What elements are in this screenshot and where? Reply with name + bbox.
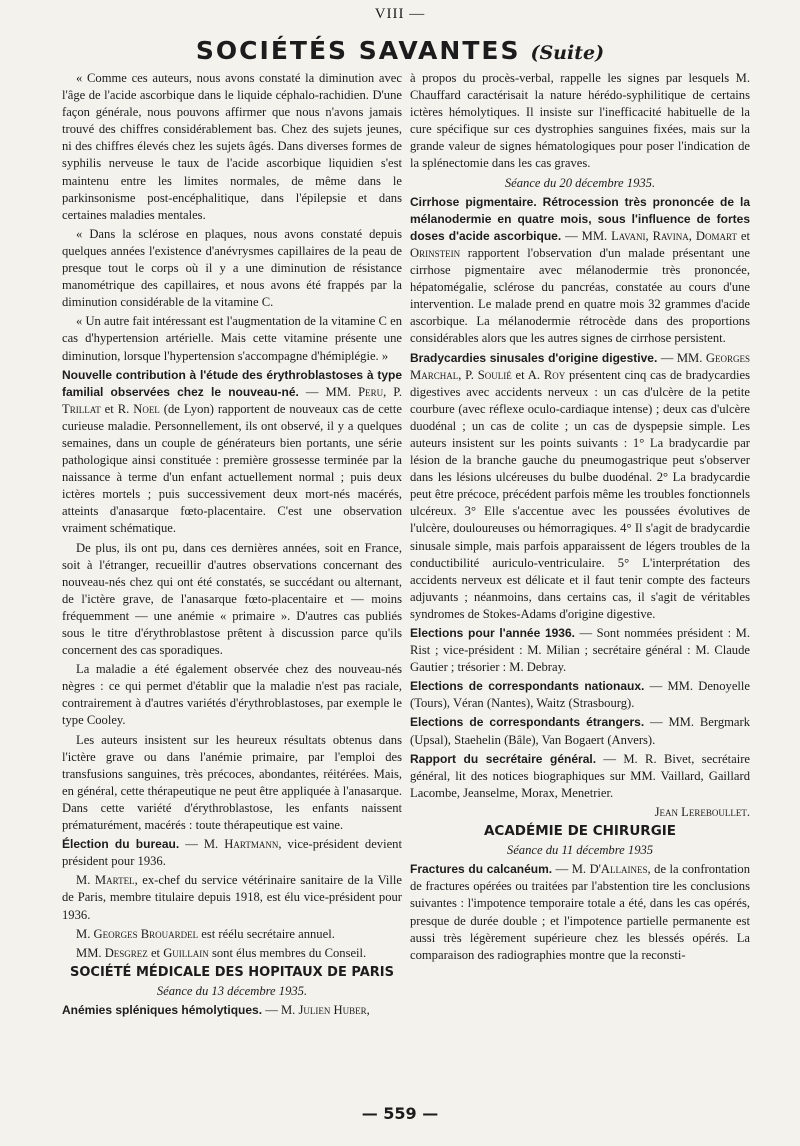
page-roman-numeral: VIII — — [374, 6, 426, 22]
paragraph: « Comme ces auteurs, nous avons constaté la diminution avec l'âge de l'acide ascorbique dans le liquide céphalo-rachidien. D'une façon générale, nous pouvons affirmer que nous n'avons jamais trouvé des chiffres considérablement bas. Chez des sujets jeunes, ni des chiffres élevés chez les sujets âgés. Dans diverses formes de syphilis nerveuse le taux de l'acide ascorbique liquidien s'est maintenu entre les limites normales, de même dans le parkinsonisme post-encéphalitique, dans l'épilepsie et dans certaines maladies mentales. — [62, 71, 402, 222]
article-entry: Nouvelle contribution à l'étude des érythroblastoses à type familial observées chez le nouveau-né. — MM. Peru, P. Trillat et R. Noel (de Lyon) rapportent de nouveaux cas de cette curieuse maladie. Personnellement, ils ont observé, il y a quelques semaines, dans un couple de générateurs bien portants, une série pathologique ainsi constituée : première grossesse terminée par la naissance à terme d'un enfant actuellement normal ; puis deux ictères mortels ; puis successivement deux mort-nés macérés, atteints d'anasarque fœto-placentaire. C'est une observation vraiment schématique. — [62, 367, 402, 536]
article-title: Fractures du calcanéum. — [410, 862, 553, 877]
article-title: Élection du bureau. — [62, 837, 180, 852]
paragraph: MM. Desgrez et Guillain sont élus membres du Conseil. — [76, 945, 367, 960]
author-name: Hartmann — [224, 837, 279, 852]
article-title: Elections de correspondants étrangers. — [410, 715, 645, 730]
article-title: Elections pour l'année 1936. — [410, 626, 575, 640]
academy-heading: ACADÉMIE DE CHIRURGIE — [483, 823, 677, 840]
article-entry: Elections de correspondants étrangers. — MM. Bergmark (Upsal), Staehelin (Bâle), Van Bogaert (Anvers). — [410, 715, 750, 747]
article-title: Nouvelle contribution à l'étude des érythroblastoses à type familial observées chez le nouveau-né. — [62, 367, 402, 399]
article-entry: Cirrhose pigmentaire. Rétrocession très prononcée de la mélanodermie en quatre mois, sous l'influence de fortes doses d'acide ascorbique. — MM. Lavani, Ravina, Domart et Orinstein rapportent l'observation d'un malade présentant une cirrhose pigmentaire avec mélanodermie très prononcée, hépatomégalie, sclérose du pancréas, constatée au cours d'une intervention. Le malade prend en quatre mois 32 grammes d'acide ascorbique. La mélanodermie rétrocède dans des proportions considérables alors que les autres signes de cirrhose persistent. — [410, 194, 750, 346]
article-title: Anémies spléniques hémolytiques. — [62, 1002, 263, 1017]
session-date: Séance du 11 décembre 1935 — [506, 843, 654, 858]
article-title: Bradycardies sinusales d'origine digestive. — [410, 350, 658, 365]
article-entry: Elections pour l'année 1936. — Sont nommées président : M. Rist ; vice-président : M. Milian ; secrétaire général : M. Claude Gautier ; trésorier : M. Debray. — [410, 626, 750, 675]
person-name: M. Martel — [76, 873, 135, 888]
section-masthead — [0, 36, 800, 65]
signature: Jean Lereboullet. — [654, 804, 750, 819]
left-column — [62, 70, 402, 1021]
article-entry: Elections de correspondants nationaux. — MM. Denoyelle (Tours), Véran (Nantes), Waitz (Strasbourg). — [410, 679, 750, 711]
author-name: Soulié — [477, 367, 512, 382]
person-name: Desgrez — [104, 945, 148, 960]
author-name: Peru — [358, 384, 384, 399]
author-name: Julien Huber — [298, 1002, 367, 1017]
right-column — [410, 70, 750, 966]
session-date: Séance du 20 décembre 1935. — [504, 175, 656, 190]
author-name: Noel — [133, 401, 160, 416]
person-name: Guillain — [163, 945, 209, 960]
author-name: Roy — [543, 367, 566, 382]
society-heading: SOCIÉTÉ MÉDICALE DES HOPITAUX DE PARIS — [70, 964, 394, 980]
article-entry: Rapport du secrétaire général. — M. R. Bivet, secrétaire général, lit des notices biographiques sur MM. Vaillard, Gaillard Lacombe, Jeanselme, Morax, Menetrier. — [410, 751, 750, 800]
paragraph: De plus, ils ont pu, dans ces dernières années, soit en France, soit à l'étranger, recueillir d'autres observations concernant des nouveau-nés chez qui ont été constatés, se succédant ou alternant, de l'ictère grave, de l'anasarque fœto-placentaire et — moins fréquemment — une anémie « primaire ». D'autres cas publiés sous le titre d'érythroblastose prêtent à discussion parce qu'ils concernent des cas sporadiques. — [62, 540, 402, 658]
section-title: SOCIÉTÉS SAVANTES — [195, 36, 521, 65]
article-title: Elections de correspondants nationaux. — [410, 679, 645, 694]
article-title: Cirrhose pigmentaire. Rétrocession très prononcée de la mélanodermie en quatre mois, sous l'influence de fortes doses d'acide ascorbique. — [410, 194, 750, 243]
article-entry: Fractures du calcanéum. — M. D'Allaines, de la confrontation de fractures opérées ou traitées par l'abstention tire les conclusions suivantes : l'impotence temporaire totale a été, dans les cas opérés, presque de durée double ; et l'impotence partielle permanente est aussi très légèrement supérieure chez les blessés opérés. La comparaison des radiographies montre que la reconsti- — [410, 862, 750, 962]
article-entry: Anémies spléniques hémolytiques. — M. Julien Huber, — [62, 1002, 370, 1017]
article-entry: Élection du bureau. — M. Hartmann, vice-président devient président pour 1936. — [62, 837, 402, 869]
session-date: Séance du 13 décembre 1935. — [156, 983, 308, 998]
paragraph: « Dans la sclérose en plaques, nous avons constaté depuis quelques années l'existence d'anévrysmes capillaires de la peau de presque tout le corps où il y a une diminution de résistance manométrique des capillaires, et nous avons été frappés par la diminution considérable de la vitamine C. — [62, 226, 402, 310]
paragraph: M. Martel, ex-chef du service vétérinaire sanitaire de la Ville de Paris, membre titulaire depuis 1918, est élu vice-président pour 1936. — [62, 873, 402, 922]
paragraph: M. Georges Brouardel est réélu secrétaire annuel. — [76, 926, 335, 941]
paragraph: Les auteurs insistent sur les heureux résultats obtenus dans l'ictère grave ou dans l'anémie primaire, par l'emploi des transfusions sanguines, très précoces, abondantes, réitérées. Mais, en général, cette thérapeutique ne peut être appliquée à l'anasarque. Dans cette variété d'érythroblastose, les enfants naissent prématurément, macérés : toute thérapeutique est vaine. — [62, 732, 402, 833]
article-entry: Bradycardies sinusales d'origine digestive. — MM. Georges Marchal, P. Soulié et A. Roy présentent cinq cas de bradycardies digestives avec accidents nerveux : un cas d'ulcère de la petite courbure (avec réflexe oculo-cardiaque intense) ; deux cas d'ulcère duodénal ; un cas de colite ; un cas de dyspepsie simple. Les auteurs insistent sur les points suivants : 1° La bradycardie par lésion de la branche gauche du pneumogastrique peut s'observer dans les lésions ulcéreuses du bulbe duodénal. 2° La bradycardie peut être précoce, précédent parfois même les troubles fonctionnels ulcéreux. 3° Elle s'accentue avec les poussées évolutives de l'ulcère, douloureuses ou hémorragiques. 4° Il s'agit de bradycardie sinusale simple, mais parfois apparaissent de légers troubles de la conductibilité auriculo-ventriculaire. 5° L'interprétation des accidents nerveux est délicate et il faut tenir compte des facteurs adjuvants ; néanmoins, dans certains cas, il s'agit de véritables syndromes de Stokes-Adams d'origine digestive. — [410, 350, 751, 621]
paragraph: à propos du procès-verbal, rappelle les signes par lesquels M. Chauffard caractérisait la nature hérédo-syphilitique de certains ictères hémolytiques. Il insiste sur l'inefficacité habituelle de la cure spécifique sur ces dystrophies sanguines fixées, mais sur la grande valeur de signes hématologiques pour poser l'indication de la splénectomie dans les cas graves. — [410, 71, 750, 171]
section-title-suite: (Suite) — [530, 42, 605, 64]
author-name: Trillat — [62, 401, 101, 416]
author-name: Lavani, Ravina, Domart — [611, 228, 737, 243]
paragraph: « Un autre fait intéressant est l'augmentation de la vitamine C en cas d'hypertension artérielle. Mais cette vitamine présente une diminution, lorsque l'hypertension s'accompagne d'hémiplégie. » — [62, 314, 402, 363]
author-name: Orinstein — [410, 245, 461, 260]
article-title: Rapport du secrétaire général. — [410, 751, 597, 766]
person-name: M. Georges Brouardel — [76, 926, 199, 941]
author-name: Georges Marchal — [410, 350, 750, 382]
author-name: D'Allaines — [589, 862, 648, 877]
page-number: — 559 — — [361, 1104, 439, 1123]
paragraph: La maladie a été également observée chez des nouveau-nés nègres : ce qui permet d'établir que la maladie n'est pas raciale, contrairement à d'autres variétés d'érythroblastoses, par exemple le type Cooley. — [62, 662, 402, 728]
